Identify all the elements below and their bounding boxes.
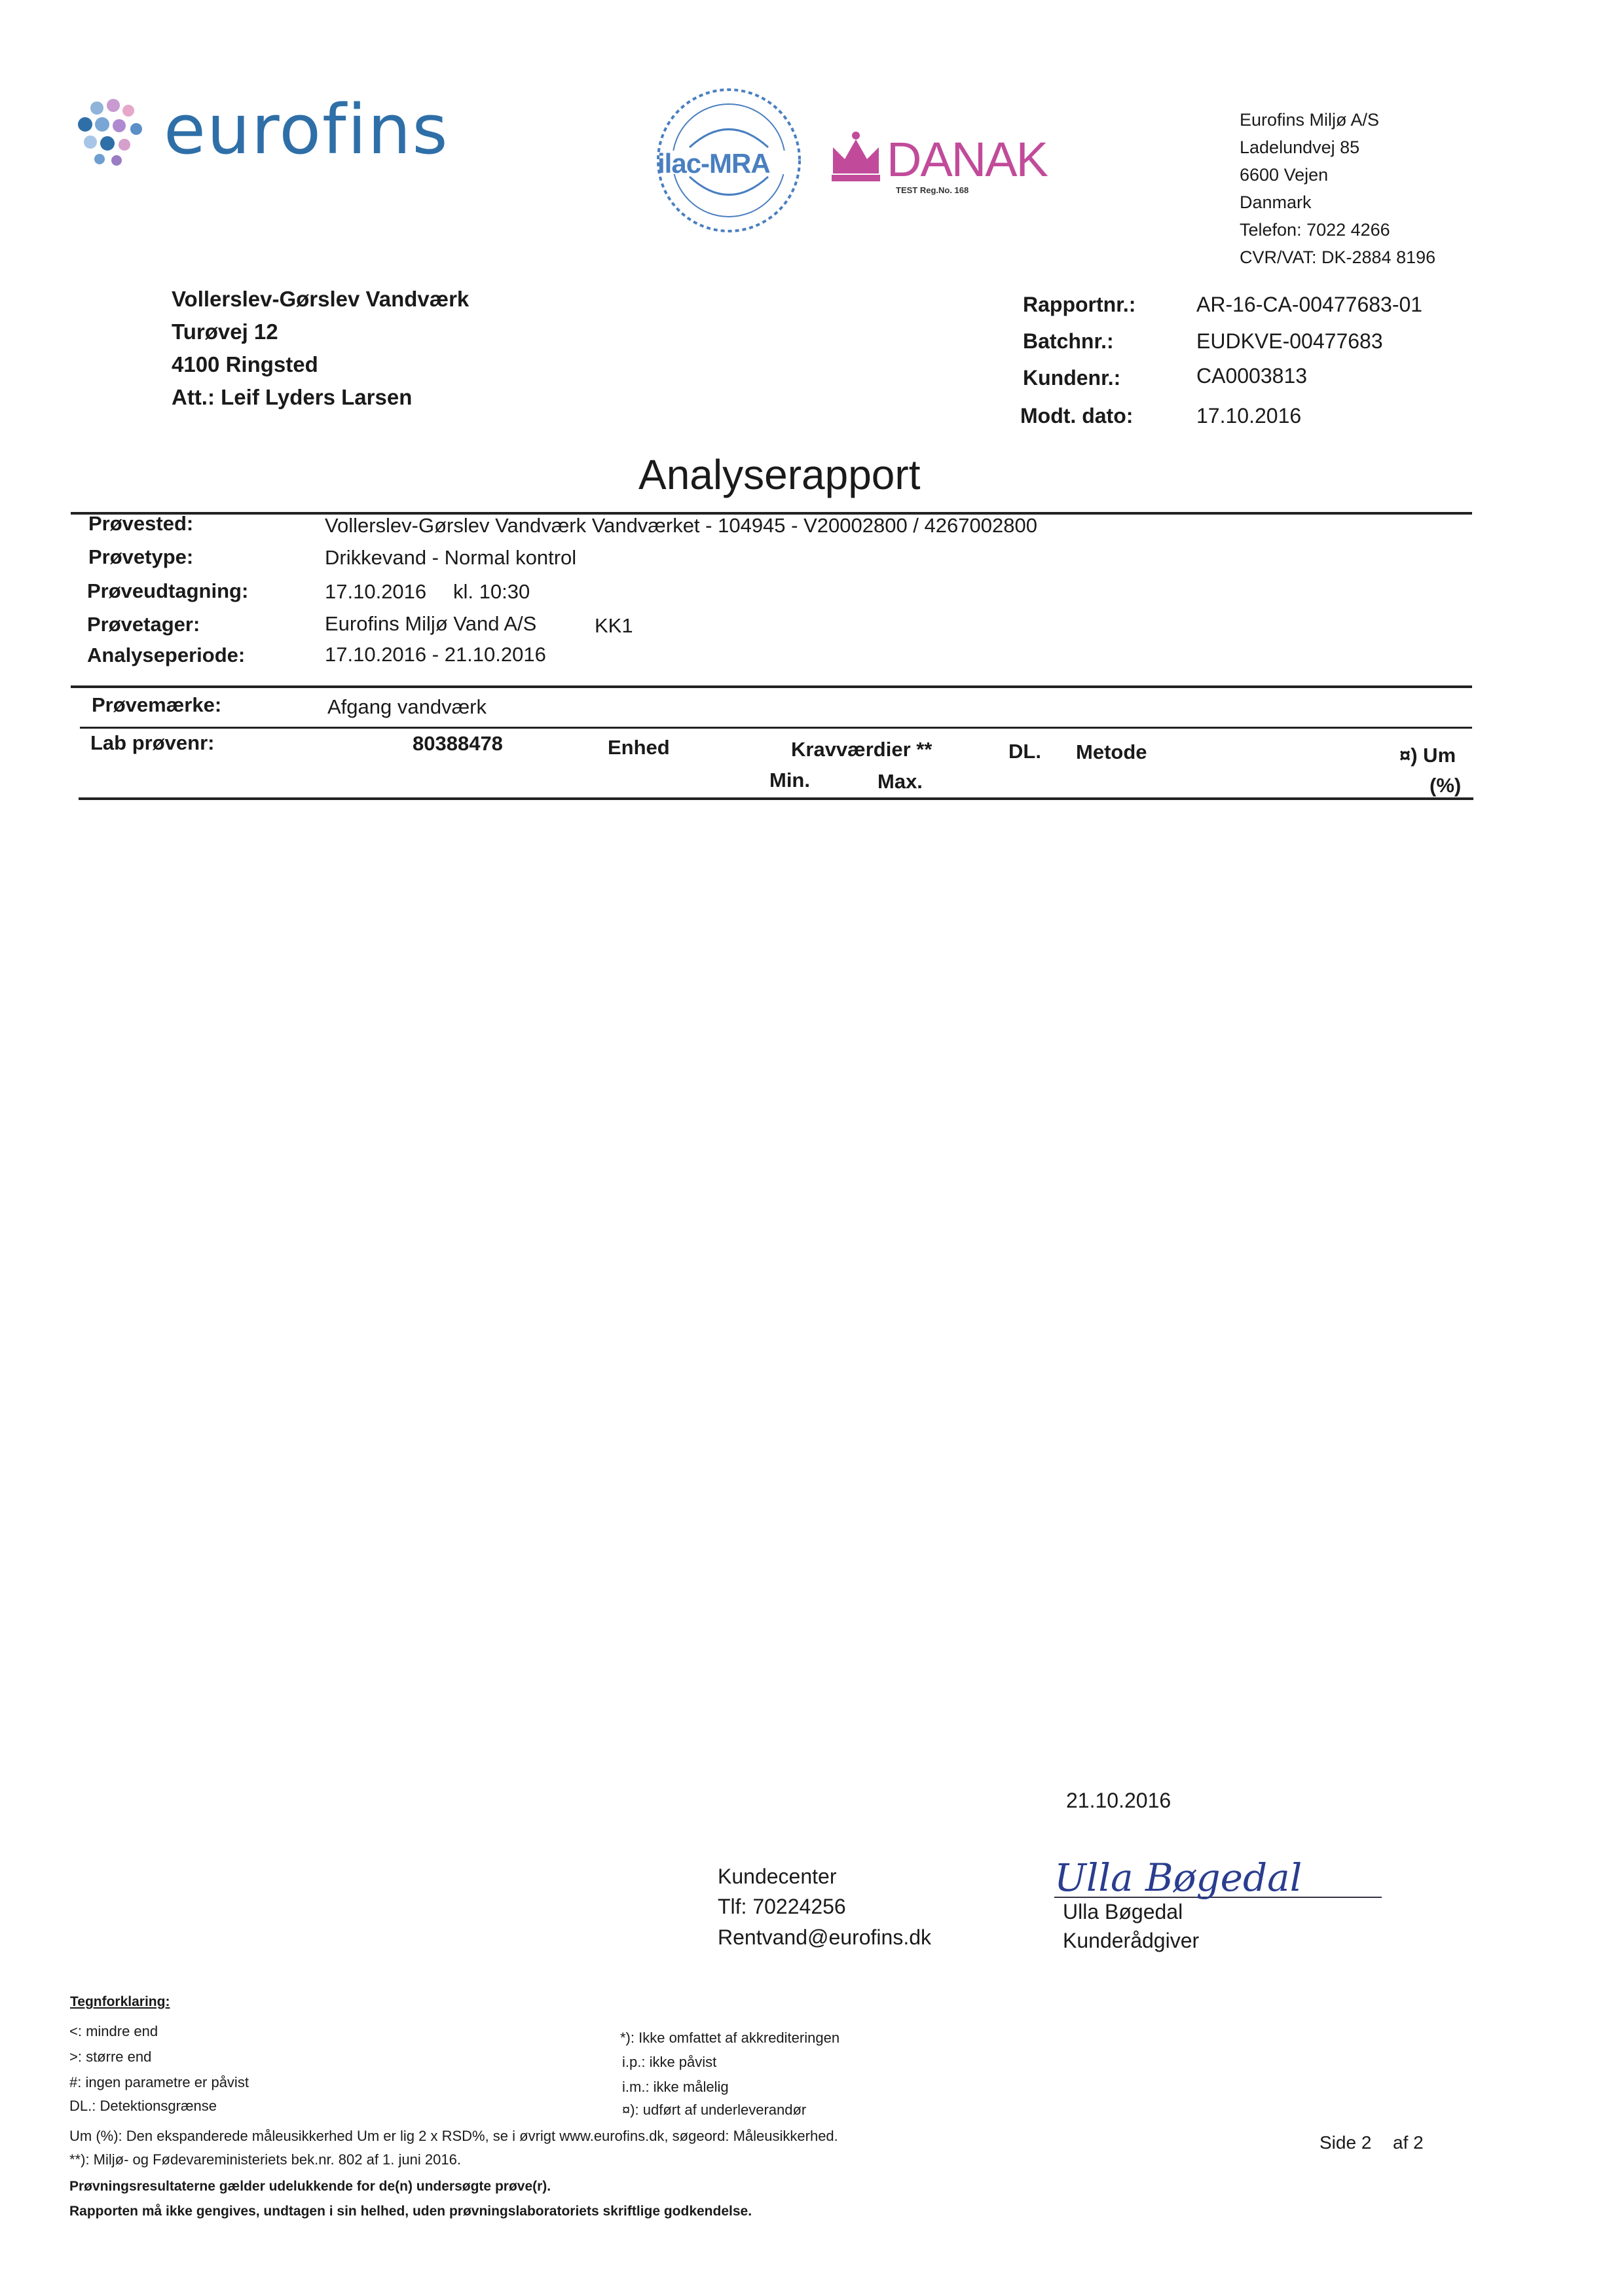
- validity-note: Prøvningsresultaterne gælder udelukkende for de(n) undersøgte prøve(r).: [69, 2179, 551, 2194]
- crown-icon: [826, 128, 885, 187]
- batch-label: Batchnr.:: [1023, 329, 1114, 353]
- provetype-value: Drikkevand - Normal kontrol: [325, 546, 577, 569]
- rapport-label: Rapportnr.:: [1023, 293, 1136, 316]
- lab-address-line: Eurofins Miljø A/S: [1240, 110, 1380, 130]
- provetype-label: Prøvetype:: [88, 545, 194, 568]
- modt-value: 17.10.2016: [1196, 404, 1302, 428]
- legend-heading: Tegnforklaring:: [70, 1994, 170, 2009]
- legend-left-item: <: mindre end: [69, 2023, 158, 2039]
- legend-left-item: >: større end: [69, 2049, 152, 2065]
- udtagning-label: Prøveudtagning:: [87, 579, 249, 602]
- lab-address-line: Danmark: [1240, 192, 1312, 212]
- eurofins-dots-icon: [71, 95, 156, 180]
- provetager-code: KK1: [595, 614, 633, 637]
- krav-note: **): Miljø- og Fødevareministeriets bek.nr. 802 af 1. juni 2016.: [69, 2151, 461, 2168]
- batch-value: EUDKVE-00477683: [1196, 329, 1383, 353]
- legend-left-item: DL.: Detektionsgrænse: [69, 2098, 217, 2114]
- legend-right-item: i.p.: ikke påvist: [622, 2054, 717, 2070]
- page-number-side: Side 2: [1320, 2132, 1372, 2153]
- provemaerke-label: Prøvemærke:: [92, 693, 222, 716]
- col-krav: Kravværdier **: [791, 738, 932, 761]
- eurofins-logo: [71, 90, 449, 180]
- signer-name: Ulla Bøgedal: [1063, 1900, 1183, 1923]
- customer-line: 4100 Ringsted: [172, 352, 318, 376]
- lab-address-line: CVR/VAT: DK-2884 8196: [1240, 247, 1436, 267]
- modt-label: Modt. dato:: [1020, 404, 1134, 428]
- legend-right-item: i.m.: ikke målelig: [622, 2079, 729, 2095]
- col-enhed: Enhed: [608, 736, 670, 759]
- divider: [79, 797, 1473, 800]
- col-dl: DL.: [1008, 740, 1041, 763]
- ilac-mra-seal: [654, 85, 804, 236]
- periode-value: 17.10.2016 - 21.10.2016: [325, 643, 546, 666]
- udtagning-time: kl. 10:30: [453, 580, 530, 603]
- legend-left-item: #: ingen parametre er påvist: [69, 2074, 249, 2090]
- col-metode: Metode: [1076, 740, 1147, 763]
- customer-line: Turøvej 12: [172, 319, 278, 344]
- danak-text: DANAK: [887, 132, 1047, 187]
- signature-date: 21.10.2016: [1066, 1789, 1172, 1812]
- lab-address-line: Ladelundvej 85: [1240, 137, 1360, 157]
- udtagning-date: 17.10.2016: [325, 580, 427, 603]
- legend-right-item: ¤): udført af underleverandør: [622, 2102, 807, 2118]
- divider: [71, 685, 1472, 688]
- kundecenter-line: Kundecenter: [718, 1865, 837, 1888]
- lab-address: [1240, 106, 1435, 271]
- kunde-label: Kundenr.:: [1023, 366, 1121, 390]
- kunde-value: CA0003813: [1196, 364, 1308, 388]
- col-min: Min.: [769, 769, 810, 792]
- col-um: ¤) Um: [1399, 744, 1456, 767]
- legend-right-item: *): Ikke omfattet af akkrediteringen: [620, 2030, 840, 2046]
- svg-text:Ulla Bøgedal: Ulla Bøgedal: [1054, 1855, 1302, 1900]
- reproduction-note: Rapporten må ikke gengives, undtagen i sin helhed, uden prøvningslaboratoriets skriftlige godkendelse.: [69, 2204, 752, 2219]
- page-number-total: af 2: [1393, 2132, 1424, 2153]
- page-title: Analyserapport: [638, 451, 921, 498]
- lab-address-line: Telefon: 7022 4266: [1240, 220, 1390, 240]
- provetager-label: Prøvetager:: [87, 613, 200, 636]
- customer-line: Vollerslev-Gørslev Vandværk: [172, 287, 470, 311]
- lab-address-line: 6600 Vejen: [1240, 165, 1329, 185]
- danak-reg: TEST Reg.No. 168: [896, 185, 969, 195]
- danak-logo: [826, 128, 1047, 200]
- provested-label: Prøvested:: [88, 512, 194, 535]
- provemaerke-value: Afgang vandværk: [327, 695, 487, 718]
- rapport-value: AR-16-CA-00477683-01: [1196, 293, 1423, 316]
- kundecenter-email: Rentvand@eurofins.dk: [718, 1925, 931, 1949]
- kundecenter-phone: Tlf: 70224256: [718, 1895, 846, 1918]
- col-max: Max.: [877, 770, 923, 793]
- customer-address: [172, 283, 469, 414]
- signer-role: Kunderådgiver: [1063, 1929, 1200, 1952]
- provested-value: Vollerslev-Gørslev Vandværk Vandværket - 104945 - V20002800 / 4267002800: [325, 514, 1037, 537]
- labnr-label: Lab prøvenr:: [90, 731, 215, 754]
- brand-name: eurofins: [164, 90, 449, 170]
- col-um-pct: (%): [1430, 774, 1462, 797]
- customer-line: Att.: Leif Lyders Larsen: [172, 385, 413, 409]
- provetager-value: Eurofins Miljø Vand A/S: [325, 612, 537, 635]
- labnr-value: 80388478: [413, 732, 503, 755]
- um-note: Um (%): Den ekspanderede måleusikkerhed Um er lig 2 x RSD%, se i øvrigt www.eurofins.dk, søgeord: Måleusikkerhed.: [69, 2128, 838, 2144]
- periode-label: Analyseperiode:: [87, 644, 246, 666]
- divider: [80, 727, 1472, 729]
- ilac-text: ilac-MRA: [657, 148, 770, 179]
